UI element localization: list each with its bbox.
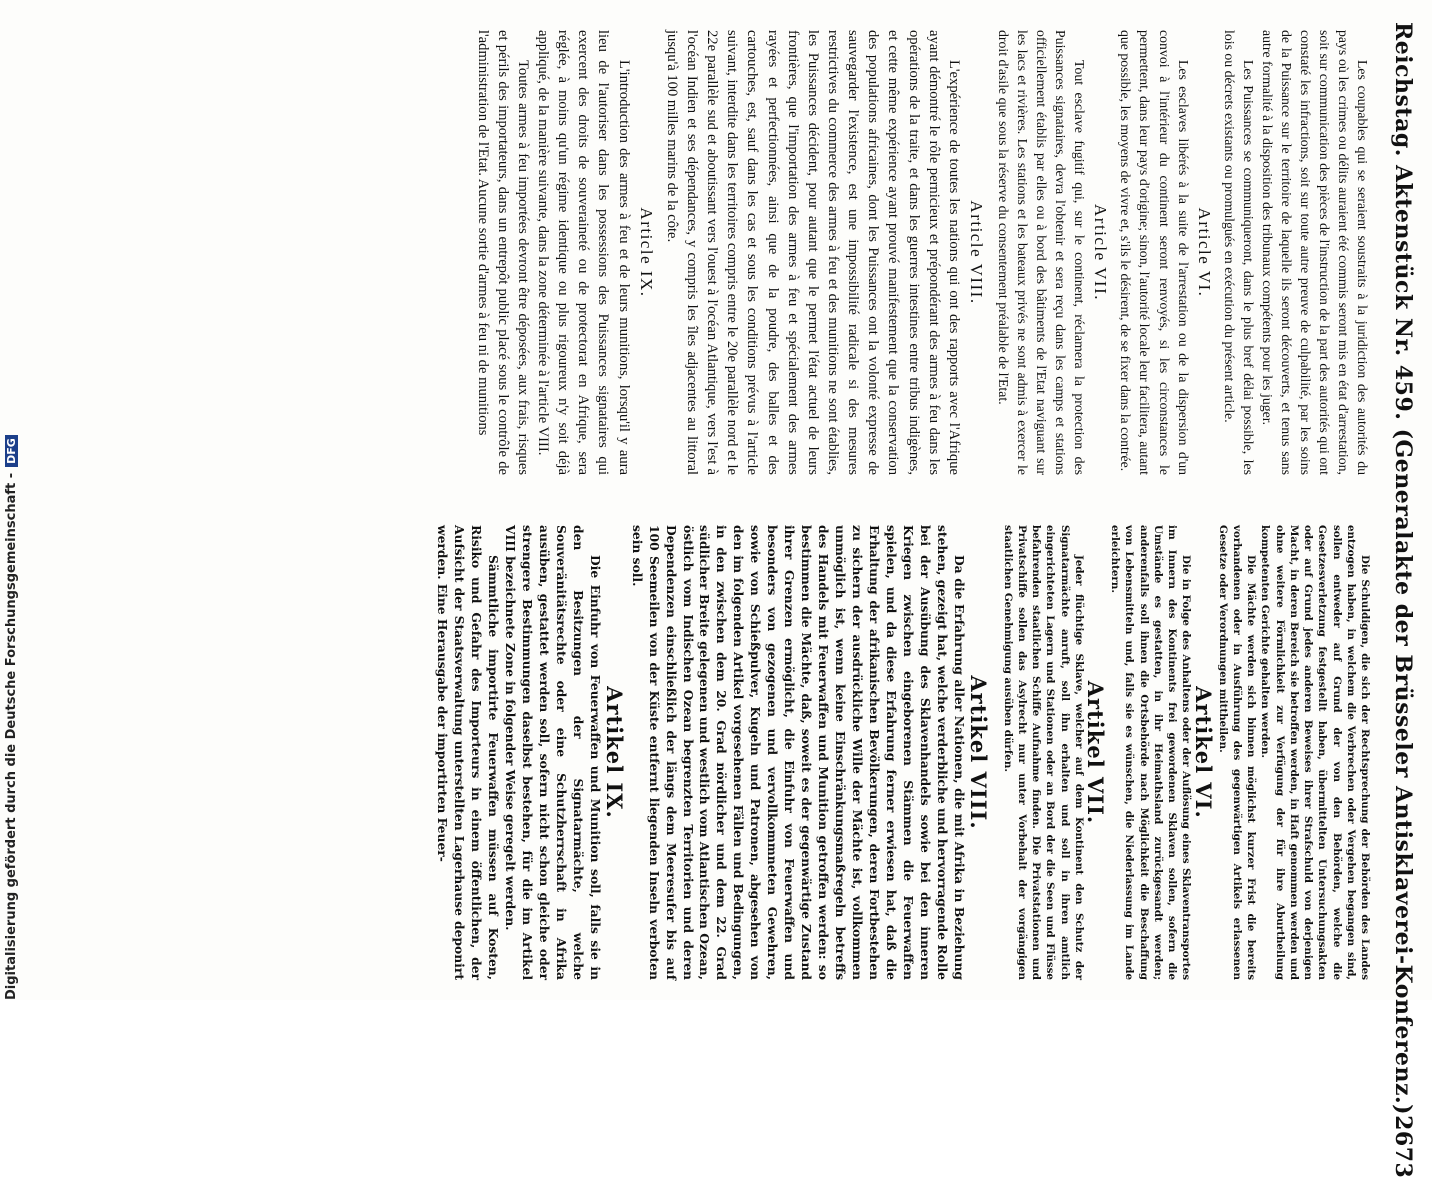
paragraph: Da die Erfahrung aller Nationen, die mit Afrika in Beziehung stehen, gezeigt hat, welche verderbliche und hervorragende Rolle bei der Ausübung des Sklavenhandels sowie bei den inneren Kriegen zwischen eingeborenen Stämmen die Feuerwaffen spielen, und da diese Erfahrung ferner erwiesen hat, daß die Erhaltung der afrikanischen Bevölkerungen, deren Fortbestehen zu sichern der ausdrückliche Wille der Mächte ist, vollkommen unmöglich ist, wenn keine Einschränkungsmaßregeln betreffs des Handels mit Feuerwaffen und Munition getroffen werden: so bestimmen die Mächte, daß, soweit es der gegenwärtige Zustand ihrer Grenzen ermöglicht, die Einfuhr von Feuerwaffen und besonders von gezogenen und vervollkommneten Gewehren, sowie von Schießpulver, Kugeln und Patronen, abgesehen von den im folgenden Artikel vorgesehenen Fällen und Bedingungen, in den zwischen dem 20. Grad nördlicher und dem 22. Grad südlicher Breite gelegenen und westlich vom Atlantischen Ozean, östlich vom Indischen Ozean begrenzten Territorien und deren Dependenzen einschließlich der längs dem Meeresufer bis auf 100 Seemeilen von der Küste entfernt liegenden Inseln verboten sein soll. [629, 525, 968, 980]
paragraph: L'introduction des armes à feu et de leurs munitions, lorsqu'il y aura lieu de l'autoriser dans les possessions des Puissances signataires qui exercent des droits de souveraineté ou de protectorat en Afrique, sera réglée, à moins qu'un régime identique ou plus rigoureux n'y soit déjà appliqué, de la manière suivante, dans la zone déterminée à l'article VIII. [535, 30, 632, 475]
article-heading: Article VI. [1194, 207, 1214, 298]
paragraph: L'expérience de toutes les nations qui ont des rapports avec l'Afrique ayant démontré le rôle pernicieux et prépondérant des armes à feu dans les opérations de la traite, et dans les guerres intestines entre tribus indigènes, et cette même expérience ayant prouvé manifestement que la conservation des populations africaines, dont les Puissances ont la volonté expresse de sauvegarder l'existence, est une impossibilité radicale si des mesures restrictives du commerce des armes à feu et des munitions ne sont établies, les Puissances décident, pour autant que le permet l'état actuel de leurs frontières, que l'importation des armes à feu et spécialement des armes rayées et perfectionnées, ainsi que de la poudre, des balles et des cartouches, est, sauf dans les cas et sous les conditions prévus à l'article suivant, interdite dans les territoires compris entre le 20e parallèle nord et le 22e parallèle sud et aboutissant vers l'ouest à l'océan Atlantique, vers l'est à l'océan Indien et ses dépendances, y compris les îles adjacentes au littoral jusqu'à 100 milles marins de la côte. [663, 30, 962, 475]
running-header [1378, 22, 1428, 1178]
german-column-bottom [432, 525, 992, 980]
header-title: Reichstag. Aktenstück Nr. 459. (Generalakte der Brüsseler Antisklaverei-Konferenz.) [1390, 22, 1416, 1116]
paragraph: Die Schuldigen, die sich der Rechtsprechung der Behörden des Landes entzogen haben, in welchem die Verbrechen oder Vergehen begangen sind, sollen entweder auf Grund der von den Behörden, welche die Gesetzesverletzung festgestellt haben, übermittelten Untersuchungsakten oder auf Grund jedes anderen Beweises ihrer Strafschuld von derjenigen Macht, in deren Bereich sie betroffen werden, in Haft genommen werden und ohne weitere Förmlichkeit zur Verfügung der für ihre Aburtheilung kompetenten Gerichte gehalten werden. [1259, 525, 1371, 980]
dfg-logo: DFG [5, 435, 18, 467]
article-heading: Artikel VII. [1083, 680, 1109, 825]
french-column-bottom [452, 30, 992, 475]
article-heading: Artikel VIII. [966, 675, 991, 830]
credit-text: Digitalisierung gefördert durch die Deutsche Forschungsgemeinschaft - [3, 472, 19, 1000]
paragraph: Die Einfuhr von Feuerwaffen und Munition soll, falls sie in den Besitzungen der Signatarmächte, welche Souveränitätsrechte oder eine Schutzherrschaft in Afrika ausüben, gestattet werden soll, sofern nicht schon gleiche oder strengere Bestimmungen daselbst bestehen, für die im Artikel VIII bezeichnete Zone in folgender Weise geregelt werden. [502, 525, 603, 980]
paragraph: Les Puissances se communiqueront, dans le plus bref délai possible, les lois ou décrets existants ou promulgués en exécution du présent article. [1221, 30, 1256, 475]
paragraph: Les coupables qui se seraient soustraits à la juridiction des autorités du pays où les crimes ou délits auraient été commis seront mis en état d'arrestation, soit sur communication des pièces de l'instruction de la part des autorités qui ont constaté les infractions, soit sur toute autre preuve de culpabilité, par les soins de la Puissance sur le territoire de laquelle ils seront découverts, et tenus sans autre formalité à la disposition des tribunaux compétents pour les juger. [1259, 30, 1370, 475]
paragraph: Toutes armes à feu importées devront être déposées, aux frais, risques et périls des importateurs, dans un entrepôt public placé sous le contrôle de l'administration de l'Etat. Aucune sortie d'armes à feu ni de munitions [474, 30, 531, 475]
paragraph: Die Mächte werden sich binnen möglichst kurzer Frist die bereits vorhandenen oder in Ausführung des gegenwärtigen Artikels erlassenen Gesetze oder Verordnungen mittheilen. [1216, 525, 1258, 980]
article-heading: Artikel IX. [601, 686, 627, 819]
article-heading: Article IX. [636, 207, 656, 298]
german-column-top [992, 525, 1372, 980]
paragraph: Sämmtliche importirte Feuerwaffen müssen auf Kosten, Risiko und Gefahr des Importeurs in einem öffentlichen, der Aufsicht der Staatsverwaltung unterstellten Lagerhause deponirt werden. Eine Herausgabe der importirten Feuer- [434, 525, 501, 980]
paragraph: Tout esclave fugitif qui, sur le continent, réclamera la protection des Puissances signataires, devra l'obtenir et sera reçu dans les camps et stations officiellement établis par elles ou à bord des bâtiments de l'Etat naviguant sur les lacs et rivières. Les stations et les bateaux privés ne sont admis à exercer le droit d'asile que sous la réserve du consentement préalable de l'Etat. [996, 30, 1088, 475]
article-heading: Artikel VI. [1190, 686, 1216, 819]
paragraph: Les esclaves libérés à la suite de l'arrestation ou de la dispersion d'un convoi à l'intérieur du continent seront renvoyés, si les circonstances le permettent, dans leur pays d'origine; sinon, l'autorité locale leur facilitera, autant que possible, les moyens de vivre et, s'ils le désirent, de se fixer dans la contrée. [1118, 30, 1191, 475]
article-heading: Article VII. [1091, 204, 1111, 301]
digitization-credit [0, 400, 22, 1000]
page-number: 2673 [1390, 1115, 1416, 1178]
french-column-top [992, 30, 1372, 475]
paragraph: Jeder flüchtige Sklave, welcher auf dem Kontinent den Schutz der Signatarmächte anruft, soll ihn erhalten und soll in ihren amtlich eingerichteten Lagern und Stationen oder an Bord der die Seen und Flüsse befahrenden staatlichen Schiffe Aufnahme finden. Die Privatstationen und Privatschiffe sollen das Asylrecht nur unter Vorbehalt der vorgängigen staatlichen Genehmigung ausüben dürfen. [1001, 525, 1085, 980]
paragraph: Die in Folge des Anhaltens oder der Auflösung eines Sklaventransportes im Innern des Kontinents frei gewordenen Sklaven sollen, sofern die Umstände es gestatten, in ihr Heimathsland zurückgesandt werden; anderenfalls soll ihnen die Ortsbehörde nach Möglichkeit die Beschaffung von Lebensmitteln und, falls sie es wünschen, die Niederlassung im Lande erleichtern. [1109, 525, 1193, 980]
article-heading: Article VIII. [967, 200, 986, 305]
